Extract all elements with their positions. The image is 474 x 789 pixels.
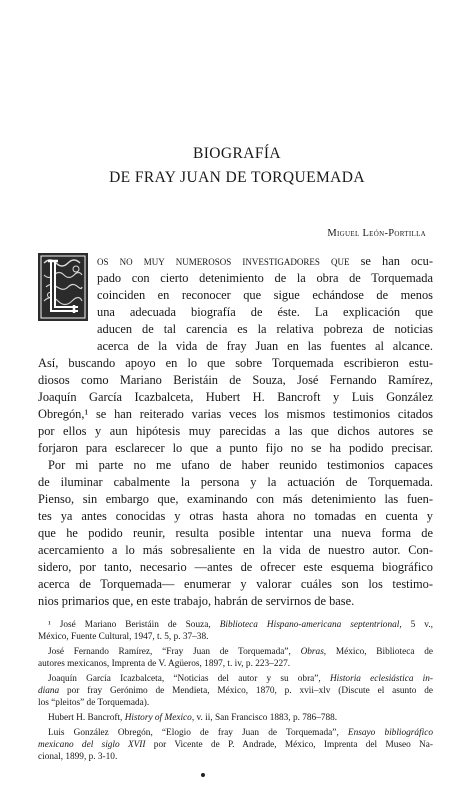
opening-small-caps: os no muy numerosos investigadores que [97,254,350,268]
footnote-text: 5 v., [401,620,433,630]
article-title-line-1: BIOGRAFÍA [193,145,281,162]
body-text-line: Así, buscando apoyo en lo que sobre Torquemada escribieron estu- [38,356,433,370]
footnote-text: por Vicente de P. Andrade, México, Imprenta del Museo Na- [145,740,433,750]
footnote-title: Historia eclesiástica in- [329,674,433,684]
footnote-title: diana [38,686,60,696]
body-text-line: Por mi parte no me ufano de haber reunido testimonios capaces [48,458,433,472]
footnote-line [48,673,433,685]
author-name: Miguel León-Portilla [327,228,426,239]
footnote-text: José Fernando Ramírez, “Fray Juan de Torquemada”, [48,647,301,657]
footnote-text: v. ii, San Francisco 1883, p. 786–788. [194,713,338,723]
body-text-line: sidero, por tanto, necesario —antes de ofrecer este esquema biográfico [38,560,433,574]
body-text-line: por ellos y aun hipótesis muy parecidas a las que dichos autores se [38,424,433,438]
footnote-line [48,712,433,724]
footnote-text: por fray Gerónimo de Mendieta, México, 1870, p. xvii–xlv (Discute el asunto de [59,686,433,696]
body-text-line: coinciden en reconocer que sigue echándose de menos [97,288,433,302]
footnote-title: Obras, [300,647,327,657]
footnote-text: México, Biblioteca de [326,647,433,657]
body-text-line: aducen de tal carencia es la relativa pobreza de noticias [97,322,433,336]
footnote-text: ¹ José Mariano Beristáin de Souza, [48,620,220,630]
footnote-title: Biblioteca Hispano-americana septentrional, [219,620,402,630]
body-text-line: forjaron para esclarecer lo que a punto fijo no se ha podido precisar. [38,441,433,455]
body-text-line: Pienso, sin embargo que, examinando con más detenimiento las fuen- [38,492,433,506]
body-text-line: Joaquín García Icazbalceta, Hubert H. Bancroft y Luis González [38,390,433,404]
opening-line-rest: se han ocu- [349,254,433,268]
footnote-title: mexicano del siglo XVII [38,740,146,750]
body-text-line: de iluminar cabalmente la persona y la actuación de Torquemada. [38,475,433,489]
footnote-line: autores mexicanos, Imprenta de V. Agüeros, 1897, t. iv, p. 223–227. [38,659,291,669]
body-text-line: diosos como Mariano Beristáin de Souza, José Fernando Ramírez, [38,373,433,387]
footnote-line [38,685,433,697]
footnote-line: los “pleitos” de Torquemada). [38,698,150,708]
footnote-text: Joaquín García Icazbalceta, “Noticias del autor y su obra”, [48,674,330,684]
body-text-line: que he podido reunir, resulta posible intentar una nueva forma de [38,526,433,540]
body-text-line: acerca de la vida de fray Juan en las fuentes al alcance. [97,339,433,353]
footnote-line [48,727,433,739]
footnote-line [48,619,433,631]
article-title-line-2: DE FRAY JUAN DE TORQUEMADA [109,169,365,186]
body-text-line: una adecuada biografía de éste. La explicación que [97,305,433,319]
body-text-line: acerca de Torquemada— enumerar y valorar cuáles son los testimo- [38,577,433,591]
body-text-line: nios primarios que, en este trabajo, habrán de servirnos de base. [38,594,355,608]
footnote-line [38,739,433,751]
body-text-line: acercamiento a lo más sobresaliente en la vida de nuestro autor. Con- [38,543,433,557]
footnote-text: Luis González Obregón, “Elogio de fray Juan de Torquemada”, [48,728,348,738]
footnote-title: History of Mexico, [124,713,195,723]
body-text-line: pado con cierto detenimiento de la obra de Torquemada [97,271,433,285]
footnote-text: Hubert H. Bancroft, [48,713,125,723]
footnote-line: México, Fuente Cultural, 1947, t. 5, p. 37–38. [38,632,209,642]
decorative-initial-l-icon [38,253,88,321]
footnote-line [48,646,433,658]
body-text-line: tes ya antes conocidas y otras hasta ahora no tomadas en cuenta y [38,509,433,523]
footnote-title: Ensayo bibliográfico [347,728,433,738]
body-text-line: Obregón,¹ se han reiterado varias veces los mismos testimonios citados [38,407,433,421]
footnote-line: cional, 1899, p. 3-10. [38,752,118,762]
page-mark-dot [201,773,205,777]
body-text-line [97,253,433,269]
